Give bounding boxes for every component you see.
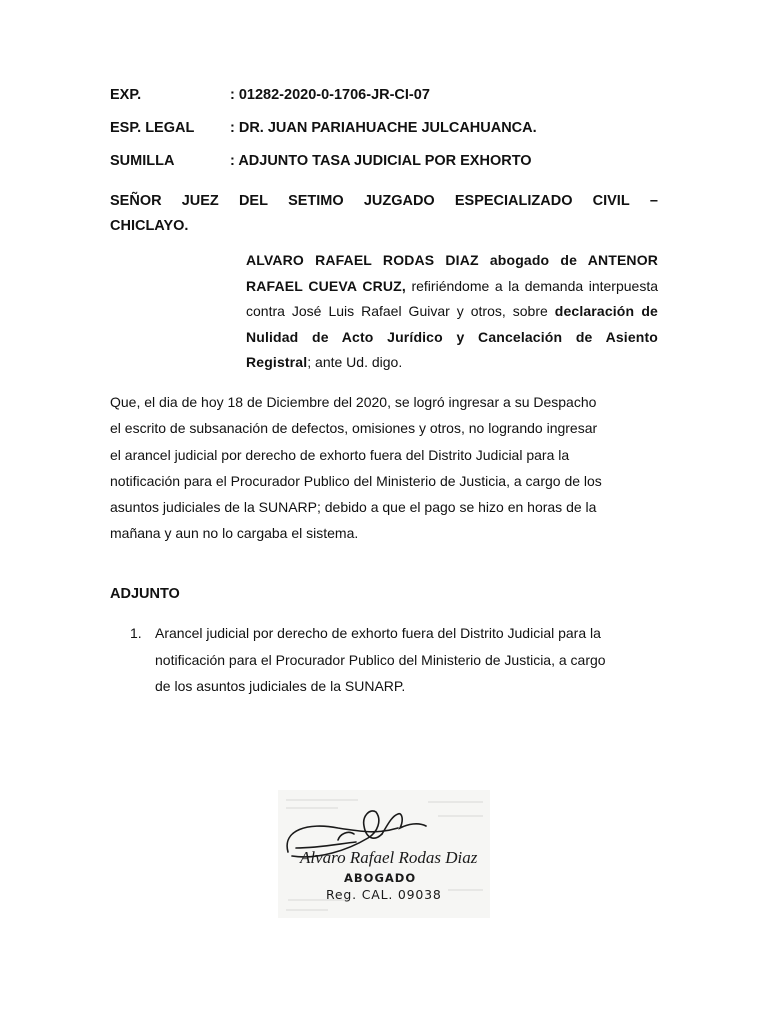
body-line: el escrito de subsanación de defectos, omisiones y otros, no logrando ingresar [110,420,598,437]
lawyer-name: ALVARO RAFAEL RODAS DIAZ [246,252,479,268]
addressee-line-1 [110,189,658,214]
stamp-name: Alvaro Rafael Rodas Diaz [300,848,478,867]
stamp-registration: Reg. CAL. 09038 [326,887,442,902]
addressee-line-2: CHICLAYO. [110,218,189,234]
attachment-text [155,620,660,700]
exp-label: EXP. [110,87,142,103]
attachment-line: Arancel judicial por derecho de exhorto fuera del Distrito Judicial para la [155,625,601,641]
sumilla-value: : ADJUNTO TASA JUDICIAL POR EXHORTO [230,153,532,169]
intro-connector: abogado de [478,252,588,268]
client-name: ANTENOR RAFAEL CUEVA CRUZ, [246,252,658,294]
addressee-word: DEL [238,193,268,209]
attachment-line: notificación para el Procurador Publico del Ministerio de Justicia, a cargo [155,651,606,668]
addressee-word: – [649,193,658,209]
addressee [110,189,658,239]
intro-text-1: refiriéndome a la demanda interpuesta contra José Luis Rafael Guivar y otros, sobre [246,277,659,319]
esp-value: : DR. JUAN PARIAHUACHE JULCAHUANCA. [230,120,537,136]
body-line: Que, el dia de hoy 18 de Diciembre del 2020, se logró ingresar a su Despacho [110,394,597,410]
addressee-word: JUEZ [181,193,219,209]
addressee-word: CIVIL [592,193,630,209]
stamp-title: ABOGADO [344,871,417,885]
addressee-word: SETIMO [288,193,344,209]
body-line: asuntos judiciales de la SUNARP; debido a que el pago se hizo en horas de la [110,499,597,516]
attachment-number: 1. [130,625,142,641]
esp-label: ESP. LEGAL [110,120,195,136]
addressee-word: JUZGADO [363,193,435,209]
intro-text-2: ; ante Ud. digo. [307,354,403,370]
body-line: notificación para el Procurador Publico del Ministerio de Justicia, a cargo de los [110,472,602,489]
exp-value: : 01282-2020-0-1706-JR-CI-07 [230,87,430,103]
addressee-word: SEÑOR [110,193,162,209]
body-line: mañana y aun no lo cargaba el sistema. [110,525,359,542]
signature-stamp [278,790,490,918]
case-subject: declaración de Nulidad de Acto Jurídico y Cancelación de Asiento Registral [246,303,658,370]
attachment-line: de los asuntos judiciales de la SUNARP. [155,678,406,694]
body-line: el arancel judicial por derecho de exhorto fuera del Distrito Judicial para la [110,446,570,463]
addressee-word: ESPECIALIZADO [454,193,573,209]
sumilla-label: SUMILLA [110,153,175,169]
attachments-title: ADJUNTO [110,586,180,602]
intro-paragraph [246,248,658,376]
body-paragraph [110,389,658,547]
